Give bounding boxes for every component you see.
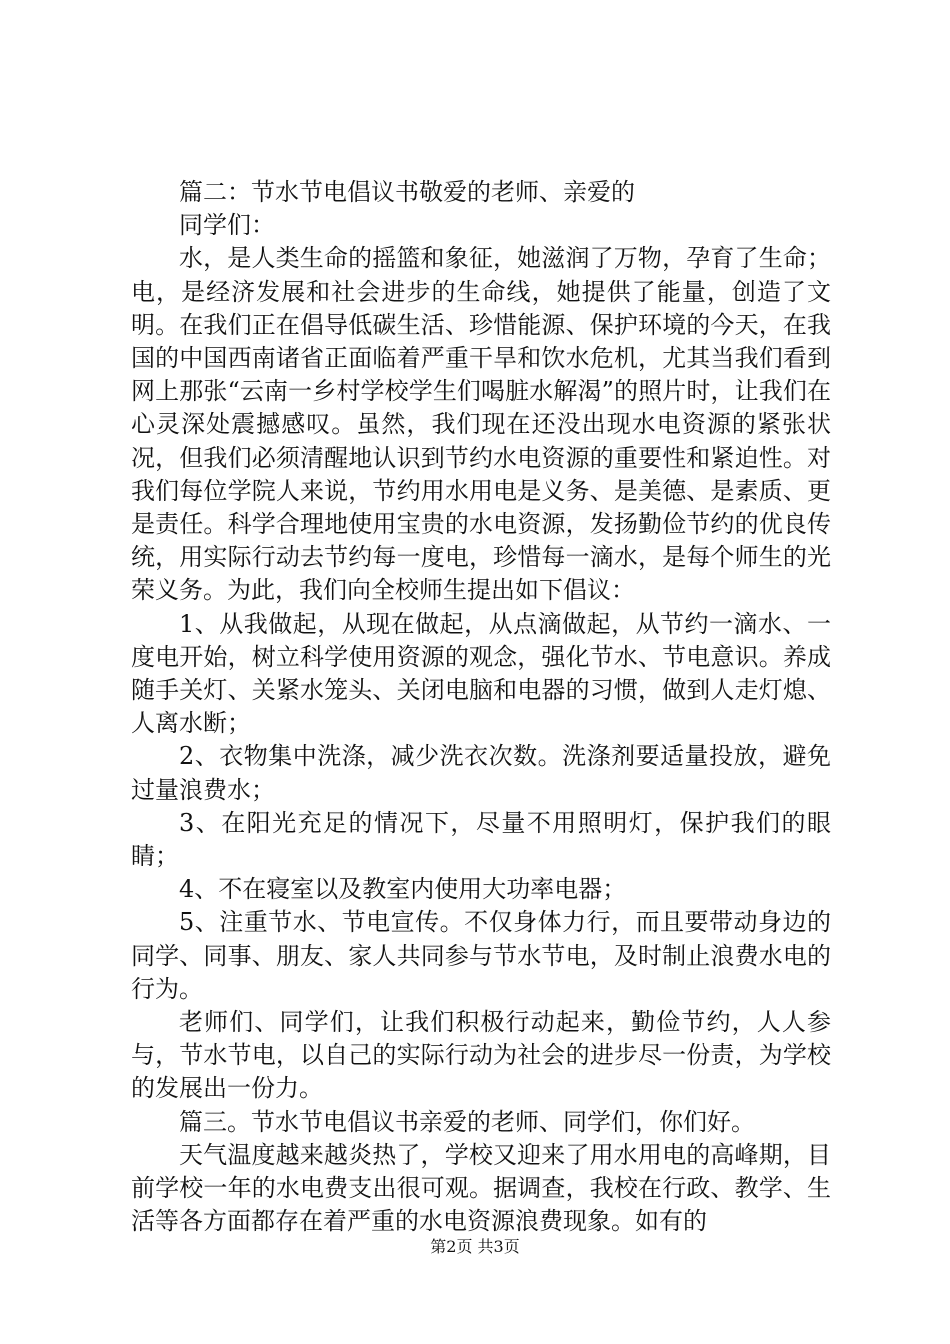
paragraph-item-1: 1、从我做起，从现在做起，从点滴做起，从节约一滴水、一度电开始，树立科学使用资源的观念，强化节水、节电意识。养成随手关灯、关紧水笼头、关闭电脑和电器的习惯，做到人走灯熄、人离水断； — [131, 609, 831, 738]
page-footer: 第2页 共3页 — [430, 1237, 520, 1256]
paragraph-part3-body: 天气温度越来越炎热了，学校又迎来了用水用电的高峰期，目前学校一年的水电费支出很可观。据调查，我校在行政、教学、生活等各方面都存在着严重的水电资源浪费现象。如有的 — [131, 1140, 831, 1236]
paragraph-item-5: 5、注重节水、节电宣传。不仅身体力行，而且要带动身边的同学、同事、朋友、家人共同参与节水节电，及时制止浪费水电的行为。 — [131, 908, 831, 1003]
paragraph-item-2: 2、衣物集中洗涤，减少洗衣次数。洗涤剂要适量投放，避免过量浪费水； — [131, 742, 831, 804]
paragraph-heading-part3: 篇三。节水节电倡议书亲爱的老师、同学们，你们好。 — [179, 1107, 755, 1136]
paragraph-intro: 水，是人类生命的摇篮和象征，她滋润了万物，孕育了生命；电，是经济发展和社会进步的生命线，她提供了能量，创造了文明。在我们正在倡导低碳生活、珍惜能源、保护环境的今天，在我国的中国西南诸省正面临着严重干旱和饮水危机，尤其当我们看到网上那张“云南一乡村学校学生们喝脏水解渴”的照片时，让我们在心灵深处震撼感叹。虽然，我们现在还没出现水电资源的紧张状况，但我们必须清醒地认识到节约水电资源的重要性和紧迫性。对我们每位学院人来说，节约用水用电是义务、是美德、是素质、更是责任。科学合理地使用宝贵的水电资源，发扬勤俭节约的优良传统，用实际行动去节约每一度电，珍惜每一滴水，是每个师生的光荣义务。为此，我们向全校师生提出如下倡议： — [131, 244, 831, 605]
document-body — [131, 176, 831, 1239]
paragraph-item-4: 4、不在寝室以及教室内使用大功率电器； — [179, 875, 627, 904]
paragraph-salutation: 同学们： — [179, 211, 275, 240]
paragraph-item-3: 3、在阳光充足的情况下，尽量不用照明灯，保护我们的眼睛； — [131, 808, 831, 871]
paragraph-closing: 老师们、同学们，让我们积极行动起来，勤俭节约，人人参与，节水节电，以自己的实际行动为社会的进步尽一份责，为学校的发展出一份力。 — [131, 1008, 831, 1103]
paragraph-heading-part2: 篇二：节水节电倡议书敬爱的老师、亲爱的 — [179, 178, 635, 206]
